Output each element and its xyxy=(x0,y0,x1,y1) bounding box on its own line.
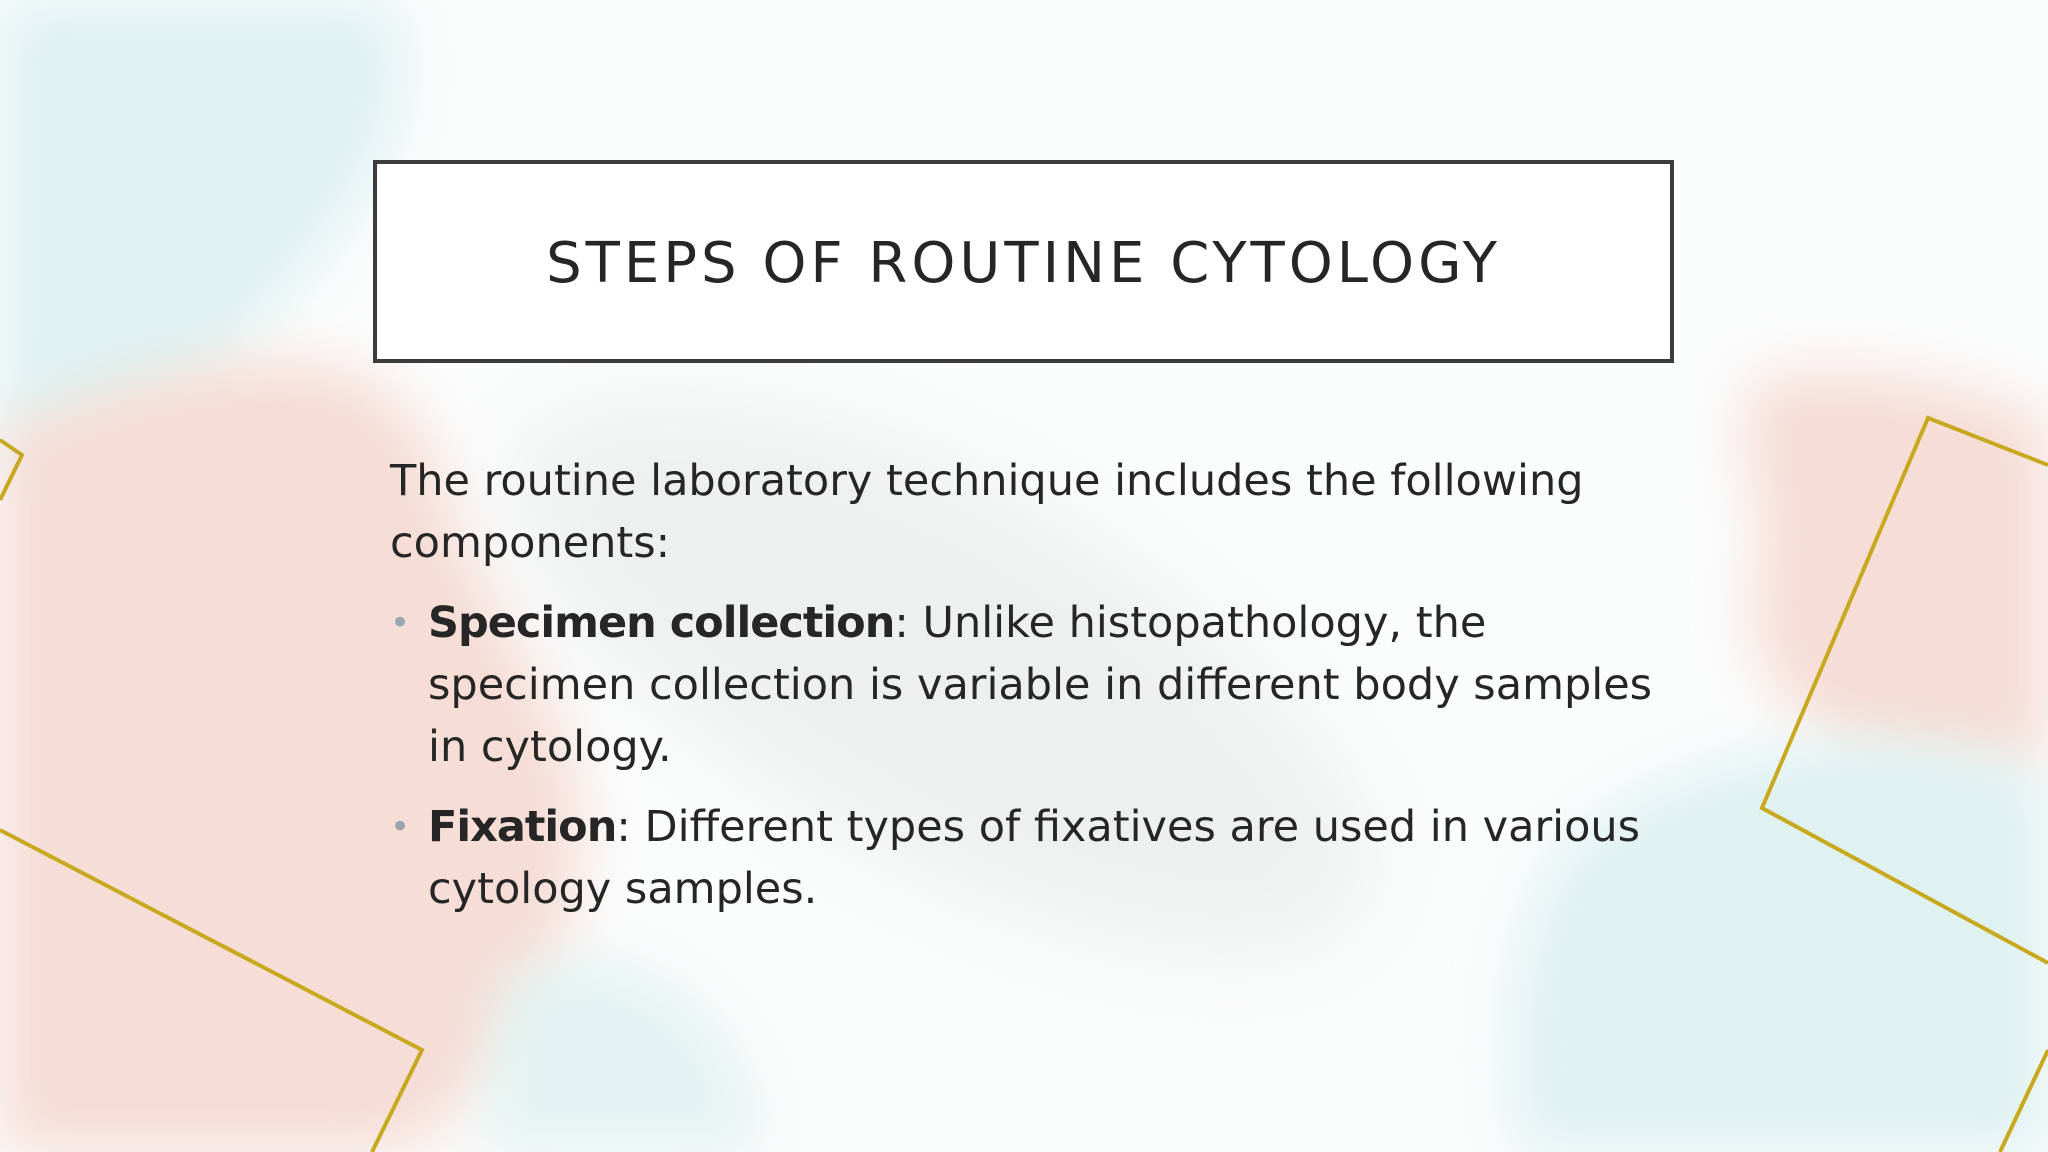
bullet-term: Specimen collection xyxy=(428,598,895,648)
title-box xyxy=(373,160,1674,363)
bullet-dot-icon: • xyxy=(390,603,411,643)
bullet-list xyxy=(390,592,1680,920)
bullet-text: Different types of fixatives are used in various cytology samples. xyxy=(428,802,1641,914)
bullet-separator: : xyxy=(894,598,909,648)
slide-title: STEPS OF ROUTINE CYTOLOGY xyxy=(546,231,1501,296)
mint-wash-bottom-left xyxy=(480,959,760,1152)
bullet-term: Fixation xyxy=(428,802,617,852)
slide-body xyxy=(390,450,1680,938)
bullet-dot-icon: • xyxy=(390,807,411,847)
peach-wash-right xyxy=(1744,372,2048,770)
bullet-text: Unlike histopathology, the specimen collection is variable in different body samples in cytology. xyxy=(428,598,1653,772)
bullet-item-specimen-collection xyxy=(390,592,1680,778)
bullet-separator: : xyxy=(616,802,631,852)
intro-paragraph: The routine laboratory technique includes the following components: xyxy=(390,456,1584,568)
bullet-item-fixation xyxy=(390,796,1680,920)
